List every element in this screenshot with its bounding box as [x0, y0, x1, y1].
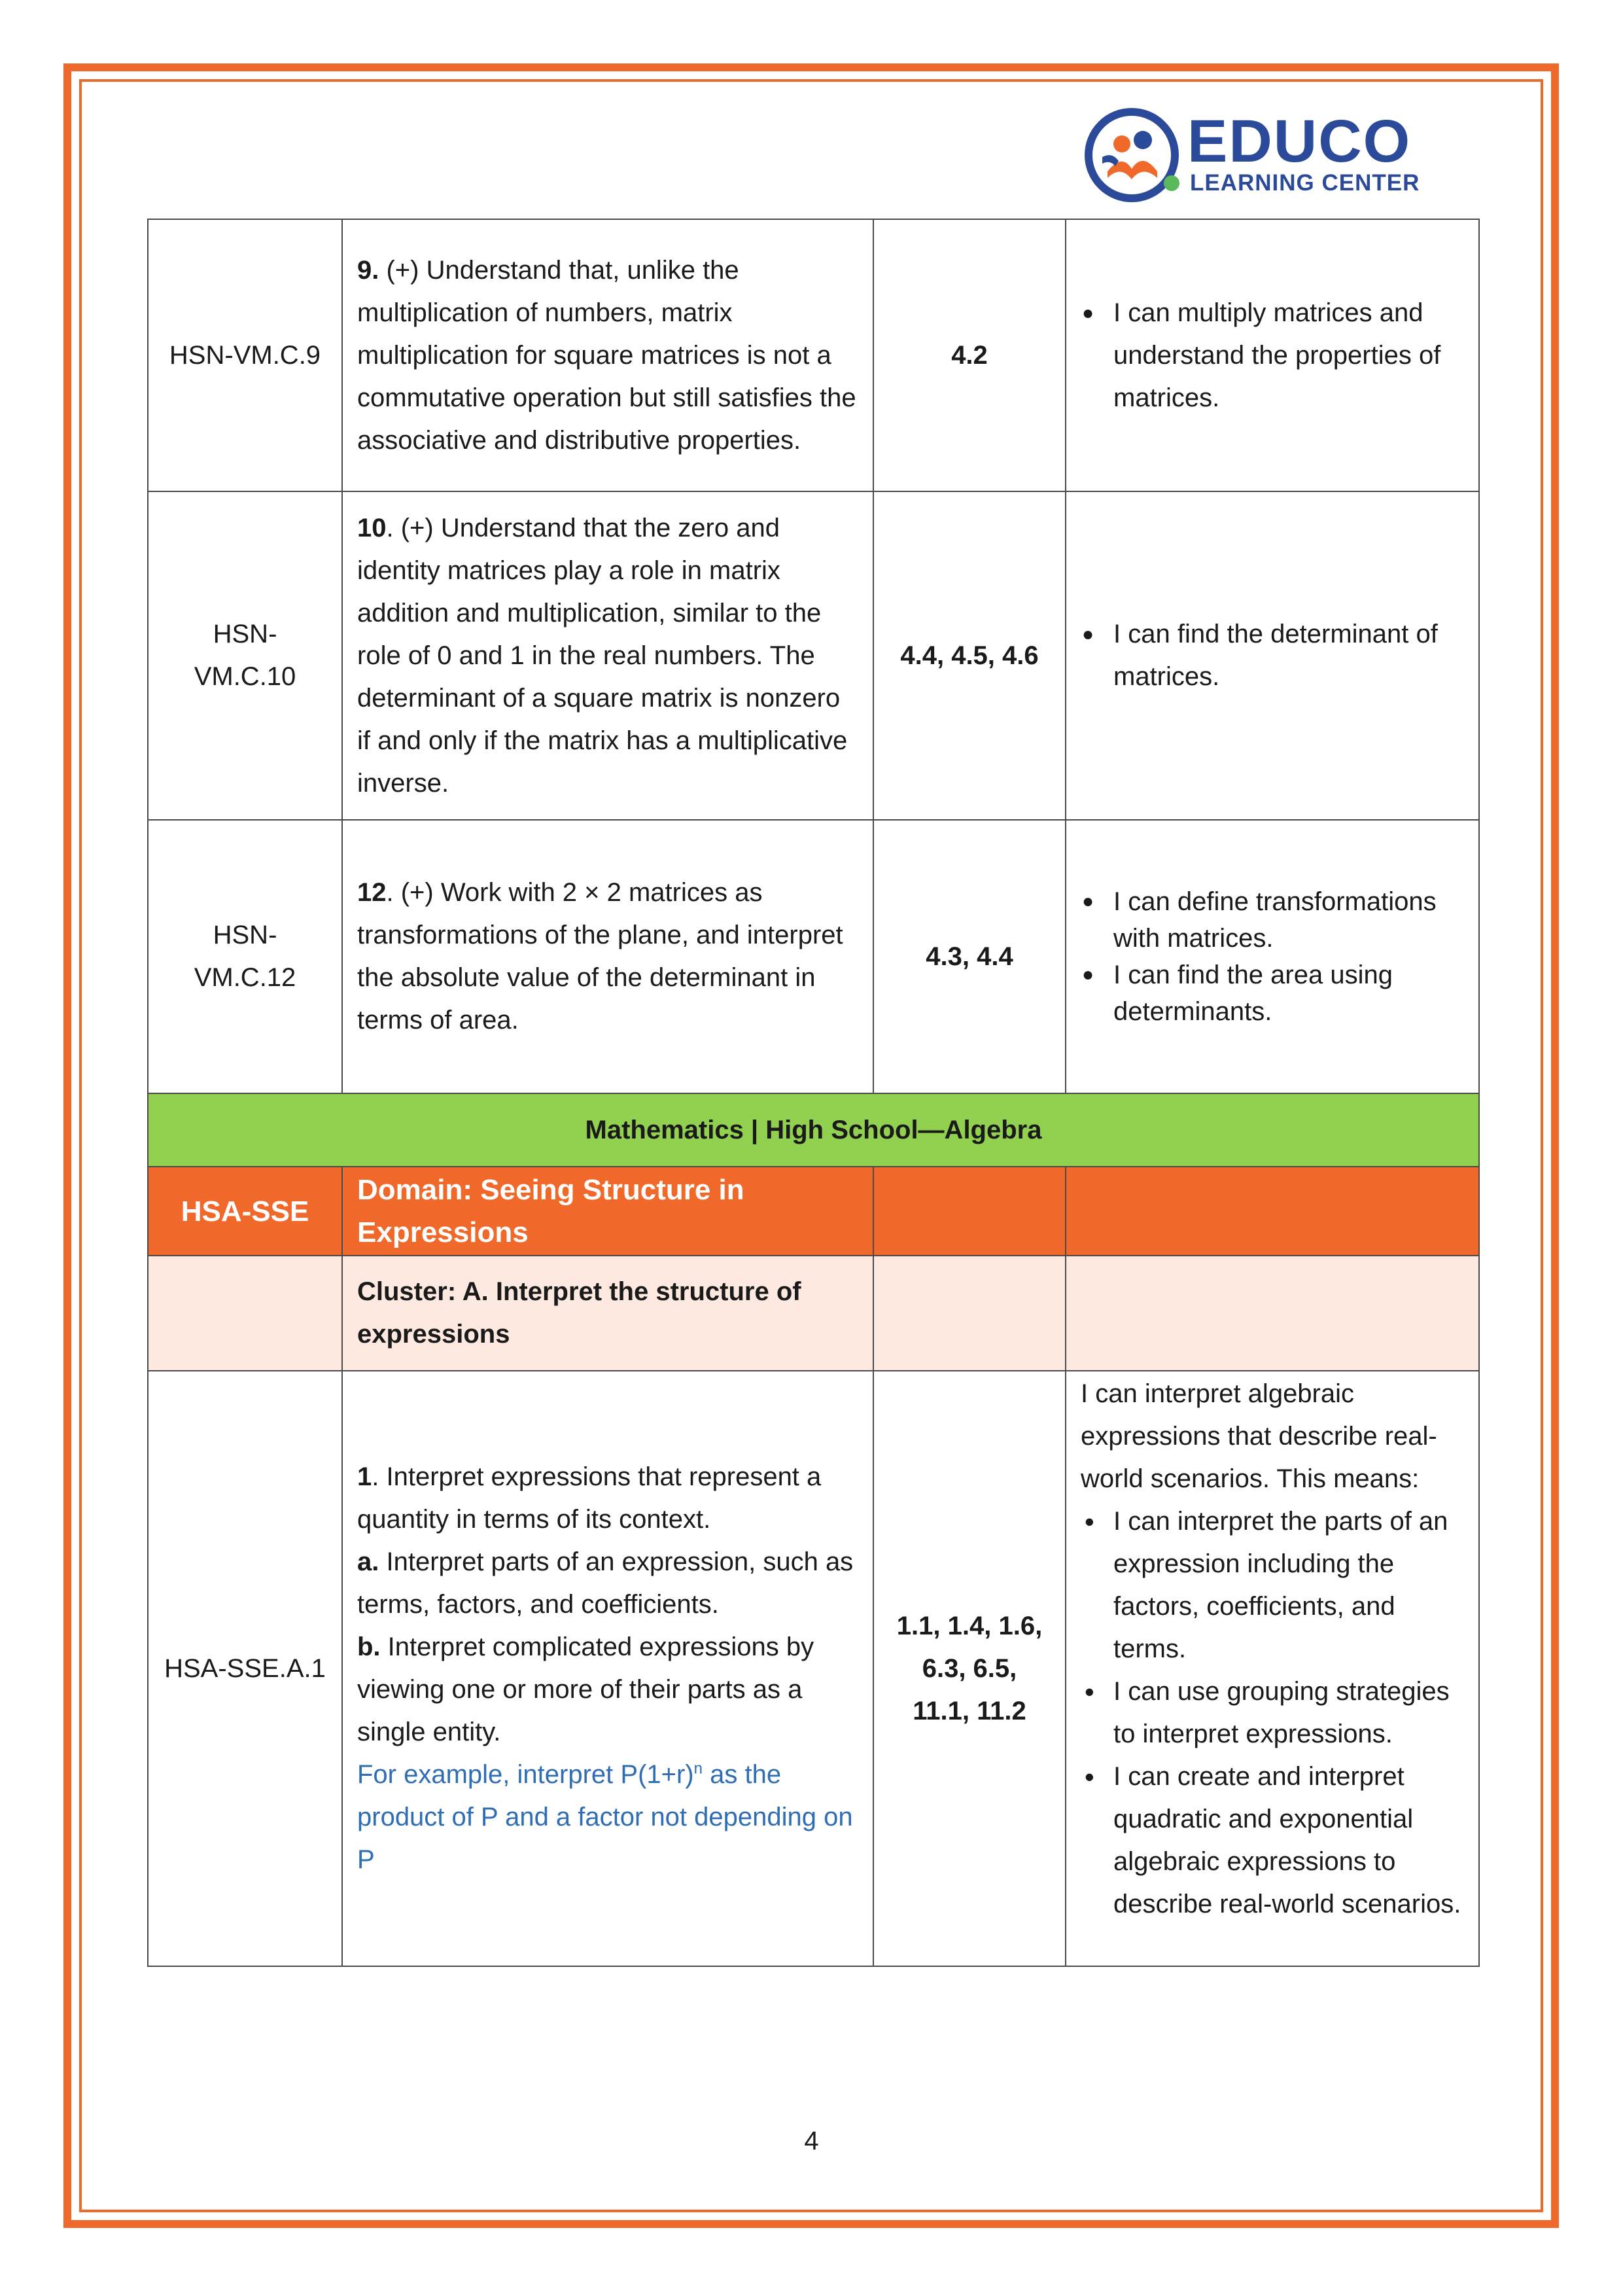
domain-label: Domain: Seeing Structure in Expressions [342, 1167, 873, 1256]
i-can-statements [1066, 820, 1479, 1093]
standard-code: HSN- VM.C.12 [148, 820, 342, 1093]
standard-text: 10. (+) Understand that the zero and identity matrices play a role in matrix addition and multiplication, similar to the role of 0 and 1 in the real numbers. The determinant of a square matrix is nonzero if and only if the matrix has a multiplicative inverse. [342, 491, 873, 820]
standard-text: 12. (+) Work with 2 × 2 matrices as transformations of the plane, and interpret the absolute value of the determinant in terms of area. [342, 820, 873, 1093]
cluster-label: Cluster: A. Interpret the structure of expressions [342, 1256, 873, 1371]
list-item: ● I can define transformations with matrices. [1081, 883, 1464, 957]
i-can-statements [1066, 219, 1479, 491]
domain-header-row [148, 1167, 1479, 1256]
cluster-empty-cell [1066, 1256, 1479, 1371]
table-row [148, 491, 1479, 820]
cluster-empty-cell [873, 1256, 1066, 1371]
standard-code: HSA-SSE.A.1 [148, 1371, 342, 1966]
list-item: • I can create and interpret quadratic and exponential algebraic expressions to describe real-world scenarios. [1081, 1756, 1464, 1926]
logo-name: EDUCO [1187, 108, 1412, 175]
lesson-refs: 4.3, 4.4 [873, 820, 1066, 1093]
lesson-refs: 4.2 [873, 219, 1066, 491]
educo-logo [1083, 106, 1420, 204]
logo-subtitle: LEARNING CENTER [1190, 170, 1420, 196]
table-row [148, 820, 1479, 1093]
list-item: • I can interpret the parts of an expression including the factors, coefficients, and terms. [1081, 1500, 1464, 1670]
list-item: ● I can find the area using determinants. [1081, 957, 1464, 1030]
subject-header-row [148, 1093, 1479, 1167]
standard-text: 1. Interpret expressions that represent a quantity in terms of its context. a. Interpret parts of an expression, such as terms, factors, and coefficients. b. Interpret complicated expressions by viewing one or more of their parts as a single entity. For example, interpret $P(1+r)^n$ as the product of P and a factor not depending on P [342, 1371, 873, 1966]
lesson-refs: 1.1, 1.4, 1.6, 6.3, 6.5, 11.1, 11.2 [873, 1371, 1066, 1966]
domain-code: HSA-SSE [148, 1167, 342, 1256]
cluster-empty-cell [148, 1256, 342, 1371]
domain-empty-cell [1066, 1167, 1479, 1256]
list-item: ● I can find the determinant of matrices. [1081, 613, 1464, 698]
example-text: For example, interpret $P(1+r)^n$ as the product of P and a factor not depending on P [357, 1759, 853, 1874]
educo-logo-icon [1083, 106, 1181, 204]
list-item: • I can use grouping strategies to interpret expressions. [1081, 1670, 1464, 1756]
page-number: 4 [804, 2127, 819, 2155]
domain-empty-cell [873, 1167, 1066, 1256]
standard-code: HSN- VM.C.10 [148, 491, 342, 820]
cluster-header-row [148, 1256, 1479, 1371]
i-can-intro: I can interpret algebraic expressions that describe real-world scenarios. This means: [1081, 1379, 1437, 1493]
list-item: ● I can multiply matrices and understand the properties of matrices. [1081, 292, 1464, 419]
i-can-statements [1066, 491, 1479, 820]
subject-title: Mathematics | High School—Algebra [148, 1093, 1479, 1167]
standards-table [147, 219, 1480, 1967]
table-row [148, 219, 1479, 491]
lesson-refs: 4.4, 4.5, 4.6 [873, 491, 1066, 820]
i-can-statements [1066, 1371, 1479, 1966]
standard-code: HSN-VM.C.9 [148, 219, 342, 491]
standard-text: 9. (+) Understand that, unlike the multiplication of numbers, matrix multiplication for square matrices is not a commutative operation but still satisfies the associative and distributive properties. [342, 219, 873, 491]
table-row [148, 1371, 1479, 1966]
